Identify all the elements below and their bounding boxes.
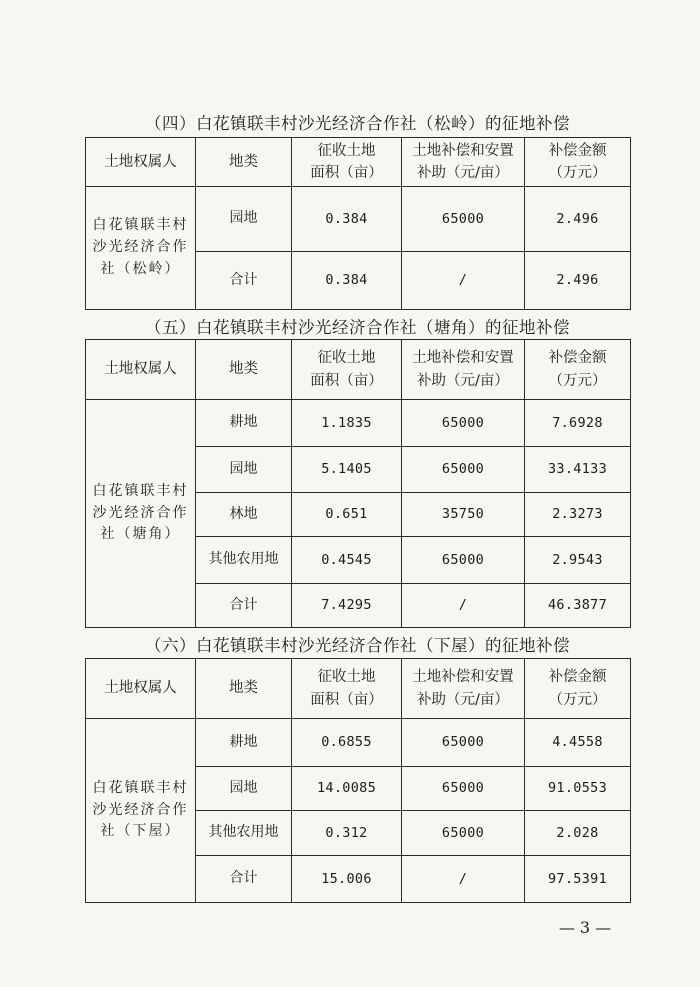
table-row: [86, 187, 631, 252]
section-4-table: [85, 137, 631, 310]
header-row: [86, 138, 631, 187]
amount-cell: 7.6928: [525, 400, 631, 447]
header-owner: 土地权属人: [86, 340, 196, 400]
owner-cell: 白花镇联丰村沙光经济合作社（下屋）: [86, 719, 196, 903]
header-owner: 土地权属人: [86, 659, 196, 719]
rate-cell: /: [402, 856, 525, 903]
header-row: [86, 340, 631, 400]
rate-cell: 65000: [402, 811, 525, 856]
header-rate: 土地补偿和安置 补助（元/亩）: [402, 340, 525, 400]
amount-cell: 46.3877: [525, 584, 631, 628]
land-type-cell: 合计: [196, 856, 292, 903]
header-rate: 土地补偿和安置 补助（元/亩）: [402, 659, 525, 719]
area-cell: 5.1405: [292, 447, 402, 493]
header-owner: 土地权属人: [86, 138, 196, 187]
header-area: 征收土地 面积（亩）: [292, 138, 402, 187]
header-rate: 土地补偿和安置 补助（元/亩）: [402, 138, 525, 187]
land-type-cell: 合计: [196, 252, 292, 310]
area-cell: 14.0085: [292, 767, 402, 811]
rate-cell: /: [402, 584, 525, 628]
land-type-cell: 其他农用地: [196, 811, 292, 856]
rate-cell: /: [402, 252, 525, 310]
land-type-cell: 合计: [196, 584, 292, 628]
area-cell: 0.4545: [292, 537, 402, 584]
section-5-caption: （五）白花镇联丰村沙光经济合作社（塘角）的征地补偿: [145, 318, 570, 337]
amount-cell: 2.496: [525, 187, 631, 252]
land-type-cell: 园地: [196, 767, 292, 811]
area-cell: 7.4295: [292, 584, 402, 628]
amount-cell: 97.5391: [525, 856, 631, 903]
header-land-type: 地类: [196, 138, 292, 187]
area-cell: 0.6855: [292, 719, 402, 767]
rate-cell: 65000: [402, 719, 525, 767]
rate-cell: 35750: [402, 493, 525, 537]
rate-cell: 65000: [402, 537, 525, 584]
rate-cell: 65000: [402, 447, 525, 493]
amount-cell: 33.4133: [525, 447, 631, 493]
page-number: — 3 —: [558, 918, 612, 937]
area-cell: 1.1835: [292, 400, 402, 447]
section-4-caption: （四）白花镇联丰村沙光经济合作社（松岭）的征地补偿: [145, 114, 570, 133]
area-cell: 15.006: [292, 856, 402, 903]
table-row: [86, 719, 631, 767]
land-type-cell: 林地: [196, 493, 292, 537]
owner-cell: 白花镇联丰村沙光经济合作社（松岭）: [86, 187, 196, 310]
section-6-caption: （六）白花镇联丰村沙光经济合作社（下屋）的征地补偿: [145, 636, 570, 655]
header-land-type: 地类: [196, 340, 292, 400]
land-type-cell: 耕地: [196, 400, 292, 447]
header-amount: 补偿金额 （万元）: [525, 138, 631, 187]
area-cell: 0.384: [292, 252, 402, 310]
land-type-cell: 耕地: [196, 719, 292, 767]
land-type-cell: 园地: [196, 187, 292, 252]
owner-cell: 白花镇联丰村沙光经济合作社（塘角）: [86, 400, 196, 628]
rate-cell: 65000: [402, 400, 525, 447]
area-cell: 0.651: [292, 493, 402, 537]
land-type-cell: 园地: [196, 447, 292, 493]
amount-cell: 2.028: [525, 811, 631, 856]
section-5-table: [85, 339, 631, 628]
amount-cell: 2.3273: [525, 493, 631, 537]
amount-cell: 2.9543: [525, 537, 631, 584]
amount-cell: 2.496: [525, 252, 631, 310]
header-land-type: 地类: [196, 659, 292, 719]
header-area: 征收土地 面积（亩）: [292, 659, 402, 719]
amount-cell: 91.0553: [525, 767, 631, 811]
header-area: 征收土地 面积（亩）: [292, 340, 402, 400]
land-type-cell: 其他农用地: [196, 537, 292, 584]
area-cell: 0.384: [292, 187, 402, 252]
header-row: [86, 659, 631, 719]
amount-cell: 4.4558: [525, 719, 631, 767]
table-row: [86, 400, 631, 447]
area-cell: 0.312: [292, 811, 402, 856]
section-6-table: [85, 658, 631, 903]
header-amount: 补偿金额 （万元）: [525, 659, 631, 719]
rate-cell: 65000: [402, 187, 525, 252]
header-amount: 补偿金额 （万元）: [525, 340, 631, 400]
rate-cell: 65000: [402, 767, 525, 811]
